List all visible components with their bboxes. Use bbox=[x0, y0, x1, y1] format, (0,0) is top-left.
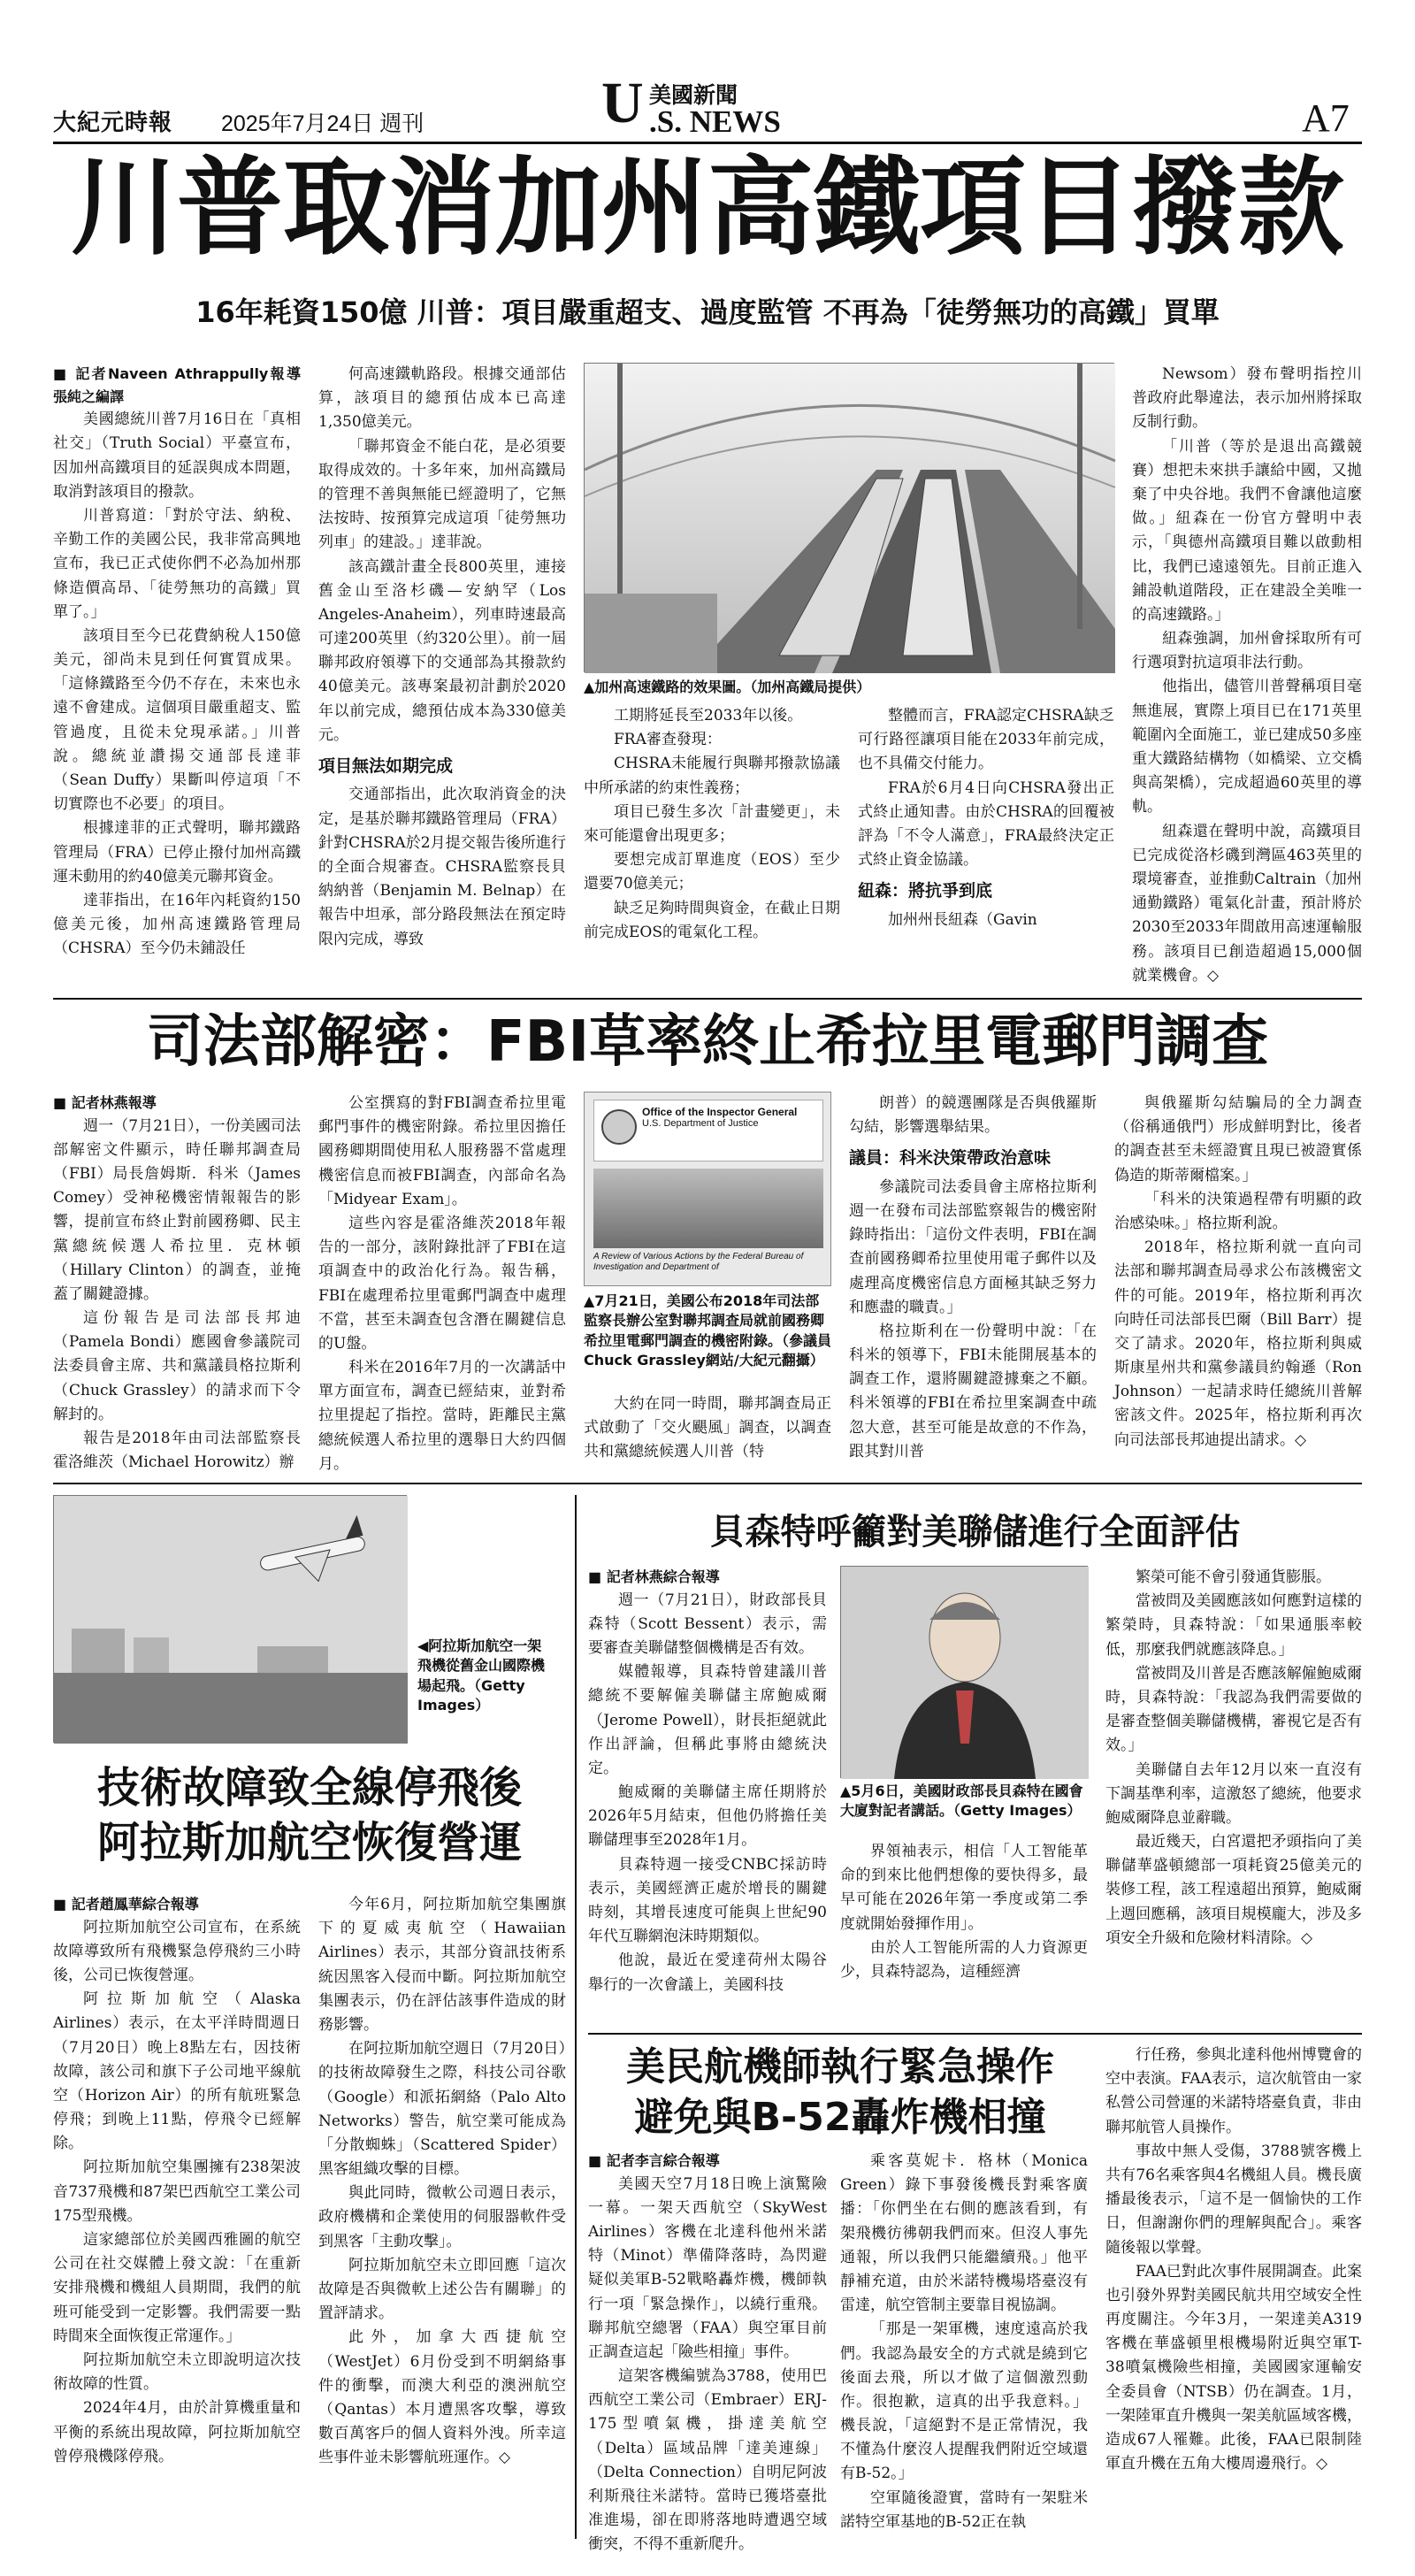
paragraph: 缺乏足夠時間與資金，在截止日期前完成EOS的電氣化工程。 bbox=[584, 899, 840, 941]
paragraph: 要想完成訂單進度（EOS）至少還要70億美元； bbox=[584, 851, 840, 893]
paragraph: 大約在同一時間，聯邦調查局正式啟動了「交火颶風」調查，以調查共和黨總統候選人川普（特 bbox=[584, 1395, 831, 1461]
paragraph: 週一（7月21日），財政部長貝森特（Scott Bessent）表示，需要審查美聯儲整個機構是否有效。 bbox=[588, 1591, 827, 1657]
paragraph: 達菲指出，在16年內耗資約150億美元後，加州高速鐵路管理局（CHSRA）至今仍未鋪設任 bbox=[53, 891, 301, 958]
story5-column-2 bbox=[840, 2150, 1088, 2530]
story1-photo-caption: ▲加州高速鐵路的效果圖。（加州高鐵局提供） bbox=[584, 678, 871, 695]
paragraph: 當被問及川普是否應該解僱鮑威爾時，貝森特說：「我認為我們需要做的是審查整個美聯儲機構，審視它是否有效。」 bbox=[1105, 1664, 1362, 1755]
story1-section-heading: 項目無法如期完成 bbox=[318, 756, 454, 776]
story2-photo-caption: ▲7月21日，美國公布2018年司法部監察長辦公室對聯邦調查局就前國務卿希拉里電郵門調查的機密附錄。（參議員Chuck Grassley網站/大紀元翻攝） bbox=[584, 1292, 832, 1369]
story4-column-1 bbox=[53, 1893, 301, 2530]
doj-seal-icon bbox=[601, 1109, 637, 1145]
story1-column-1 bbox=[53, 363, 301, 991]
paragraph: 「科米的決策過程帶有明顯的政治感染味。」格拉斯利說。 bbox=[1114, 1190, 1362, 1232]
story4-headline bbox=[53, 1760, 566, 1871]
paragraph: 「聯邦資金不能白花，是必須要取得成效的。十多年來，加州高鐵局的管理不善與無能已經證明了，它無法按時、按預算完成這項「徒勞無功列車」的建設。」達菲說。 bbox=[318, 437, 566, 552]
story2-column-3 bbox=[584, 1392, 831, 1472]
story3-byline: ■ 記者林燕綜合報導 bbox=[588, 1568, 720, 1585]
paragraph: 科米在2016年7月的一次講話中單方面宣布，調查已經結束，並對希拉里提起了指控。當時，距離民主黨總統候選人希拉里的選舉日大約四個月。 bbox=[318, 1359, 566, 1473]
section-title-en: .S. NEWS bbox=[649, 104, 781, 139]
paragraph: 週一（7月21日），一份美國司法部解密文件顯示，時任聯邦調查局（FBI）局長詹姆斯．科米（James Comey）受神秘機密情報報告的影響，提前宣布終止對前國務卿、民主黨總統候選人希拉里．克林頓（Hillary Clinton）的調查，並掩蓋了關鍵證據。 bbox=[53, 1116, 301, 1303]
paragraph: FRA審查發現： bbox=[614, 731, 722, 749]
paragraph: 媒體報導，貝森特曾建議川普總統不要解僱美聯儲主席鮑威爾（Jerome Powell），財長拒絕就此作出評論，但稱此事將由總統決定。 bbox=[588, 1663, 827, 1777]
masthead-divider bbox=[53, 142, 1362, 144]
paragraph: 「川普（等於是退出高鐵競賽）想把未來拱手讓給中國，又拋棄了中央谷地。我們不會讓他這麼做。」紐森在一份官方聲明中表示，「與德州高鐵項目難以啟動相比，我們已遠遠領先。目前正進入鋪設軌道階段，正在建設全美唯一的高速鐵路。」 bbox=[1132, 437, 1362, 624]
section-divider bbox=[588, 2033, 1362, 2035]
story4-headline-line-2: 阿拉斯加航空恢復營運 bbox=[96, 1818, 522, 1868]
paragraph: 紐森還在聲明中說，高鐵項目已完成從洛杉磯到灣區463英里的環境審查，並推動Caltrain（加州通勤鐵路）電氣化計畫，預計將於2030至2033年間啟用高速運輸服務。該項目已創造超過15,000個就業機會。◇ bbox=[1132, 822, 1362, 985]
paragraph: FRA於6月4日向CHSRA發出正式終止通知書。由於CHSRA的回覆被評為「不令人滿意」，FRA最終決定正式終止資金協議。 bbox=[858, 778, 1114, 870]
story2-column-5 bbox=[1114, 1092, 1362, 1472]
story4-byline: ■ 記者趙鳳華綜合報導 bbox=[53, 1896, 199, 1913]
paragraph: 「那是一架軍機，速度遠高於我們。我認為最安全的方式就是繞到它後面去飛，所以才做了這個激烈動作。很抱歉，這真的出乎我意料。」機長說，「這絕對不是正常情況，我不懂為什麼沒人提醒我們附近空域還有B-52。」 bbox=[840, 2320, 1088, 2483]
report-office-title: Office of the Inspector General bbox=[642, 1106, 798, 1118]
paragraph: FAA已對此次事件展開調查。此案也引發外界對美國民航共用空域安全性再度關注。今年3月，一架達美A319客機在華盛頓里根機場附近與空軍T-38噴氣機險些相撞，美國國家運輸安全委員會（NTSB）仍在調查。1月，一架陸軍直升機與一架美航區域客機，造成67人罹難。此後，FAA已限制陸軍直升機在五角大樓周邊飛行。◇ bbox=[1105, 2262, 1362, 2473]
paragraph: 空軍隨後證實，當時有一架駐米諾特空軍基地的B-52正在執 bbox=[840, 2488, 1088, 2531]
paragraph: 何高速鐵軌路段。根據交通部估算，該項目的總預估成本已高達1,350億美元。 bbox=[318, 365, 566, 432]
paragraph: 2024年4月，由於計算機重量和平衡的系統出現故障，阿拉斯加航空曾停飛機隊停飛。 bbox=[53, 2399, 301, 2465]
paragraph: 美國總統川普7月16日在「真相社交」（Truth Social）平臺宣布，因加州高鐵項目的延誤與成本問題，取消對該項目的撥款。 bbox=[53, 410, 301, 501]
paragraph: 美國天空7月18日晚上演驚險一幕。一架天西航空（SkyWest Airlines）客機在北達科他州米諾特（Minot）準備降落時，為閃避疑似美軍B-52戰略轟炸機，機師執行一項「緊急操作」，以繞行重飛。聯邦航空總署（FAA）與空軍目前正調查這起「險些相撞」事件。 bbox=[588, 2174, 827, 2361]
story1-headline: 川普取消加州高鐵項目撥款 bbox=[71, 147, 1344, 270]
paragraph: 項目已發生多次「計畫變更」，未來可能還會出現更多； bbox=[584, 802, 840, 845]
paragraph: 由於人工智能所需的人力資源更少，貝森特認為，這種經濟 bbox=[840, 1938, 1088, 1981]
story4-headline-line-1: 技術故障致全線停飛後 bbox=[96, 1763, 522, 1813]
paragraph: 2018年，格拉斯利就一直向司法部和聯邦調查局尋求公布該機密文件的可能。2019年，格拉斯利再次向時任司法部長巴爾（Bill Barr）提交了請求。2020年，格拉斯利與威斯康星州共和黨參議員約翰遜（Ron Johnson）一起請求時任總統川普解密該文件。2025年，格拉斯利再次向司法部長邦迪提出請求。◇ bbox=[1114, 1238, 1362, 1449]
paragraph: 工期將延長至2033年以後。 bbox=[614, 707, 803, 724]
doj-building-photo bbox=[593, 1169, 823, 1248]
story5-headline-line-2: 避免與B-52轟炸機相撞 bbox=[634, 2095, 1046, 2141]
paragraph: 阿拉斯加航空未立即回應「這次故障是否與微軟上述公告有關聯」的置評請求。 bbox=[318, 2256, 566, 2323]
paragraph: 格拉斯利在一份聲明中說：「在科米的領導下，FBI未能開展基本的調查工作，還將關鍵證據棄之不顧。科米領導的FBI在希拉里案調查中疏忽大意，甚至可能是故意的不作為，跟其對川普 bbox=[849, 1322, 1097, 1460]
paragraph: 加州州長紐森（Gavin bbox=[888, 910, 1037, 929]
story1-column-5 bbox=[1132, 363, 1362, 991]
story5-column-1 bbox=[588, 2150, 827, 2554]
story1-subhead: 16年耗資150億 川普：項目嚴重超支、過度監管 不再為「徒勞無功的高鐵」買單 bbox=[195, 295, 1220, 329]
story3-column-3 bbox=[1105, 1566, 1362, 2026]
paragraph: 貝森特週一接受CNBC採訪時表示，美國經濟正處於增長的關鍵時刻，其增長速度可能與上世紀90年代互聯網泡沫時期類似。 bbox=[588, 1855, 827, 1946]
story3-photo-caption: ▲5月6日，美國財政部長貝森特在國會大廈對記者講話。（Getty Images） bbox=[840, 1782, 1083, 1820]
paragraph: 公室撰寫的對FBI調查希拉里電郵門事件的機密附錄。希拉里因擔任國務卿期間使用私人服務器不當處理機密信息而被FBI調查，內部命名為「Midyear Exam」。 bbox=[318, 1094, 566, 1208]
newspaper-logo: 大紀元時報 bbox=[53, 110, 173, 136]
paragraph: 阿拉斯加航空未立即說明這次技術故障的性質。 bbox=[53, 2350, 301, 2394]
paragraph: 參議院司法委員會主席格拉斯利週一在發布司法部監察報告的機密附錄時指出：「這份文件表明，FBI在調查前國務卿希拉里使用電子郵件以及處理高度機密信息方面極其缺乏努力和應盡的職責。」 bbox=[849, 1177, 1097, 1316]
story4-column-2 bbox=[318, 1893, 566, 2530]
story5-byline: ■ 記者李言綜合報導 bbox=[588, 2152, 720, 2169]
paragraph: 這家總部位於美國西雅圖的航空公司在社交媒體上發文說：「在重新安排飛機和機組人員期間，我們的航班可能受到一定影響。我們需要一點時間來全面恢復正常運作。」 bbox=[53, 2231, 301, 2345]
story2-column-2 bbox=[318, 1092, 566, 1472]
section-divider bbox=[53, 998, 1362, 1000]
paragraph: 根據達菲的正式聲明，聯邦鐵路管理局（FRA）已停止撥付加州高鐵運未動用的約40億美元聯邦資金。 bbox=[53, 819, 301, 886]
paragraph: 他指出，儘管川普聲稱項目毫無進展，實際上項目已在171英里範圍內全面施工，並已建成50多座重大鐵路結構物（如橋梁、立交橋與高架橋），完成超過60英里的導軌。 bbox=[1132, 678, 1362, 816]
story2-column-1 bbox=[53, 1092, 301, 1472]
section-logo-letter: U bbox=[601, 71, 644, 135]
paragraph: 整體而言，FRA認定CHSRA缺乏可行路徑讓項目能在2033年前完成，也不具備交付能力。 bbox=[858, 707, 1114, 773]
story2-column-4 bbox=[849, 1092, 1097, 1472]
bessent-portrait-image bbox=[840, 1566, 1088, 1778]
paragraph: 他說，最近在愛達荷州太陽谷舉行的一次會議上，美國科技 bbox=[588, 1951, 827, 1994]
paragraph: 當被問及美國應該如何應對這樣的繁榮時，貝森特說：「如果通脹率較低，那麼我們就應該降息。」 bbox=[1105, 1592, 1362, 1659]
page-number: A7 bbox=[1302, 96, 1350, 140]
oig-report-cover-image bbox=[584, 1092, 831, 1286]
paragraph: 紐森強調，加州會採取所有可行選項對抗這項非法行動。 bbox=[1132, 630, 1362, 672]
story5-headline-line-1: 美民航機師執行緊急操作 bbox=[626, 2044, 1054, 2089]
section-divider bbox=[53, 1483, 1362, 1484]
story2-headline: 司法部解密：FBI草率終止希拉里電郵門調查 bbox=[146, 1009, 1269, 1075]
person-portrait-illustration bbox=[841, 1567, 1089, 1779]
column-divider bbox=[575, 1495, 577, 2539]
story1-byline: ■ 記者Naveen Athrappully報導 張純之編譯 bbox=[53, 365, 301, 405]
story4-photo-caption: ◀阿拉斯加航空一架飛機從舊金山國際機場起飛。（Getty Images） bbox=[417, 1637, 546, 1714]
paragraph: 繁榮可能不會引發通貨膨脹。 bbox=[1136, 1568, 1331, 1586]
story3-column-1 bbox=[588, 1566, 827, 2026]
alaska-airlines-plane-image bbox=[53, 1495, 407, 1743]
paragraph: Newsom）發布聲明指控川普政府此舉違法，表示加州將採取反制行動。 bbox=[1132, 365, 1362, 432]
paragraph: 今年6月，阿拉斯加航空集團旗下的夏威夷航空（Hawaiian Airlines）表示，其部分資訊技術系統因黑客入侵而中斷。阿拉斯加航空集團表示，仍在評估該事件造成的財務影響。 bbox=[318, 1896, 566, 2034]
paragraph: 阿拉斯加航空公司宣布，在系統故障導致所有飛機緊急停飛約三小時後，公司已恢復營運。 bbox=[53, 1918, 301, 1984]
paragraph: 朗普）的競選團隊是否與俄羅斯勾結，影響選舉結果。 bbox=[849, 1094, 1097, 1137]
story1-column-2 bbox=[318, 363, 566, 991]
paragraph: 這份報告是司法部長邦迪（Pamela Bondi）應國會參議院司法委員會主席、共和黨議員格拉斯利（Chuck Grassley）的請求而下令解封的。 bbox=[53, 1309, 301, 1423]
paragraph: 該項目至今已花費納稅人150億美元，卻尚未見到任何實質成果。「這條鐵路至今仍不存在，未來也永遠不會建成。這個項目嚴重超支、監管過度，且從未兌現承諾。」川普說。總統並讚揚交通部長達菲（Sean Duffy）果斷叫停這項「不切實際也不必要」的項目。 bbox=[53, 626, 301, 814]
paragraph: 行任務，參與北達科他州博覽會的空中表演。FAA表示，這次航管由一家私營公司營運的米諾特塔臺負責，非由聯邦航管人員操作。 bbox=[1105, 2046, 1362, 2136]
paragraph: 最近幾天，白宮還把矛頭指向了美聯儲華盛頓總部一項耗資25億美元的裝修工程，該工程遠超出預算，鮑威爾上週回應稱，該項目規模龐大，涉及多項安全升級和危險材料清除。◇ bbox=[1105, 1833, 1362, 1947]
story1-column-4 bbox=[858, 704, 1114, 991]
paragraph: CHSRA未能履行與聯邦撥款協議中所承諾的約束性義務； bbox=[584, 755, 840, 797]
story2-section-heading: 議員：科米決策帶政治意味 bbox=[849, 1148, 1052, 1169]
rail-station-illustration bbox=[585, 364, 1115, 673]
paragraph: 這些內容是霍洛維茨2018年報告的一部分，該附錄批評了FBI在這項調查中的政治化行為。報告稱，FBI在處理希拉里電郵門調查中處理不當，甚至未調查包含潛在關鍵信息的U盤。 bbox=[318, 1214, 566, 1353]
paragraph: 報告是2018年由司法部監察長霍洛維茨（Michael Horowitz）辦 bbox=[53, 1430, 301, 1472]
story3-column-2 bbox=[840, 1840, 1088, 2026]
paragraph: 與俄羅斯勾結騙局的全力調查（俗稱通俄門）形成鮮明對比，後者的調查甚至未經證實且現已被證實係偽造的斯蒂爾檔案。」 bbox=[1114, 1094, 1362, 1184]
story5-column-3 bbox=[1105, 2043, 1362, 2530]
story3-headline: 貝森特呼籲對美聯儲進行全面評估 bbox=[709, 1512, 1241, 1552]
report-header bbox=[593, 1100, 823, 1162]
paragraph: 在阿拉斯加航空週日（7月20日）的技術故障發生之際，科技公司谷歌（Google）和派拓網絡（Palo Alto Networks）警告，航空業可能成為「分散蜘蛛」（Scattered Spider）黑客組織攻擊的目標。 bbox=[318, 2040, 566, 2179]
issue-date: 2025年7月24日 週刊 bbox=[221, 111, 424, 136]
paragraph: 川普寫道：「對於守法、納稅、辛勤工作的美國公民，我非常高興地宣布，我已正式使你們不必為加州那條造價高昂、「徒勞無功的高鐵」買單了。」 bbox=[53, 506, 301, 621]
paragraph: 阿拉斯加航空集團擁有238架波音737飛機和87架巴西航空工業公司175型飛機。 bbox=[53, 2158, 301, 2225]
story1-section-heading-2: 紐森：將抗爭到底 bbox=[858, 881, 993, 901]
paragraph: 乘客莫妮卡．格林（Monica Green）錄下事發後機長對乘客廣播：「你們坐在右側的應該看到，有架飛機彷彿朝我們而來。但沒人事先通報，所以我們只能繼續飛。」他平靜補充道，由於米諾特機場塔臺沒有雷達，航空管制主要靠目視協調。 bbox=[840, 2152, 1088, 2315]
report-office-subtitle: U.S. Department of Justice bbox=[642, 1118, 759, 1129]
paragraph: 鮑威爾的美聯儲主席任期將於2026年5月結束，但他仍將擔任美聯儲理事至2028年1月。 bbox=[588, 1783, 827, 1850]
report-title: A Review of Various Actions by the Federal Bureau of Investigation and Department of bbox=[593, 1252, 804, 1272]
story1-column-3 bbox=[584, 704, 840, 991]
paragraph: 美聯儲自去年12月以來一直沒有下調基準利率，這激怒了總統，他要求鮑威爾降息並辭職。 bbox=[1105, 1760, 1362, 1827]
paragraph: 該高鐵計畫全長800英里，連接舊金山至洛杉磯—安納罕（Los Angeles-Anaheim），列車時速最高可達200英里（約320公里）。前一屆聯邦政府領導下的交通部為其撥款約40億美元。該專案最初計劃於2020年以前完成，總預估成本為330億美元。 bbox=[318, 557, 566, 744]
airplane-takeoff-illustration bbox=[54, 1496, 408, 1744]
paragraph: 交通部指出，此次取消資金的決定，是基於聯邦鐵路管理局（FRA）針對CHSRA於2月提交報告後所進行的全面合規審查。CHSRA監察長貝納納普（Benjamin M. Belnap）在報告中坦承，部分路段無法在預定時限內完成，導致 bbox=[318, 786, 566, 948]
paragraph: 此外，加拿大西捷航空（WestJet）6月份受到不明網絡事件的衝擊，而澳大利亞的澳洲航空（Qantas）本月遭黑客攻擊，導致數百萬客戶的個人資料外洩。所幸這些事件並未影響航班運作。◇ bbox=[318, 2328, 566, 2467]
story2-byline: ■ 記者林燕報導 bbox=[53, 1094, 157, 1111]
paragraph: 與此同時，微軟公司週日表示，政府機構和企業使用的伺服器軟件受到黑客「主動攻擊」。 bbox=[318, 2184, 566, 2250]
paragraph: 界領袖表示，相信「人工智能革命的到來比他們想像的要快得多，最早可能在2026年第一季度或第二季度就開始發揮作用」。 bbox=[840, 1843, 1088, 1933]
section-title-zh: 美國新聞 bbox=[649, 82, 738, 108]
paragraph: 事故中無人受傷，3788號客機上共有76名乘客與4名機組人員。機長廣播最後表示，「這不是一個愉快的工作日，但謝謝你們的理解與配合」。乘客隨後報以掌聲。 bbox=[1105, 2142, 1362, 2257]
story5-headline bbox=[588, 2042, 1092, 2143]
paragraph: 阿拉斯加航空（Alaska Airlines）表示，在太平洋時間週日（7月20日）晚上8點左右，因技術故障，該公司和旗下子公司地平線航空（Horizon Air）的所有航班緊急停飛；到晚上11點，停飛令已經解除。 bbox=[53, 1990, 301, 2153]
high-speed-rail-rendering-image bbox=[584, 363, 1114, 672]
paragraph: 這架客機編號為3788，使用巴西航空工業公司（Embraer）ERJ-175型噴氣機，掛達美航空（Delta）區域品牌「達美連線」（Delta Connection）自明尼阿波利斯飛往米諾特。當時已獲塔臺批准進場，卻在即將落地時遭遇空域衝突，不得不重新爬升。 bbox=[588, 2367, 827, 2554]
